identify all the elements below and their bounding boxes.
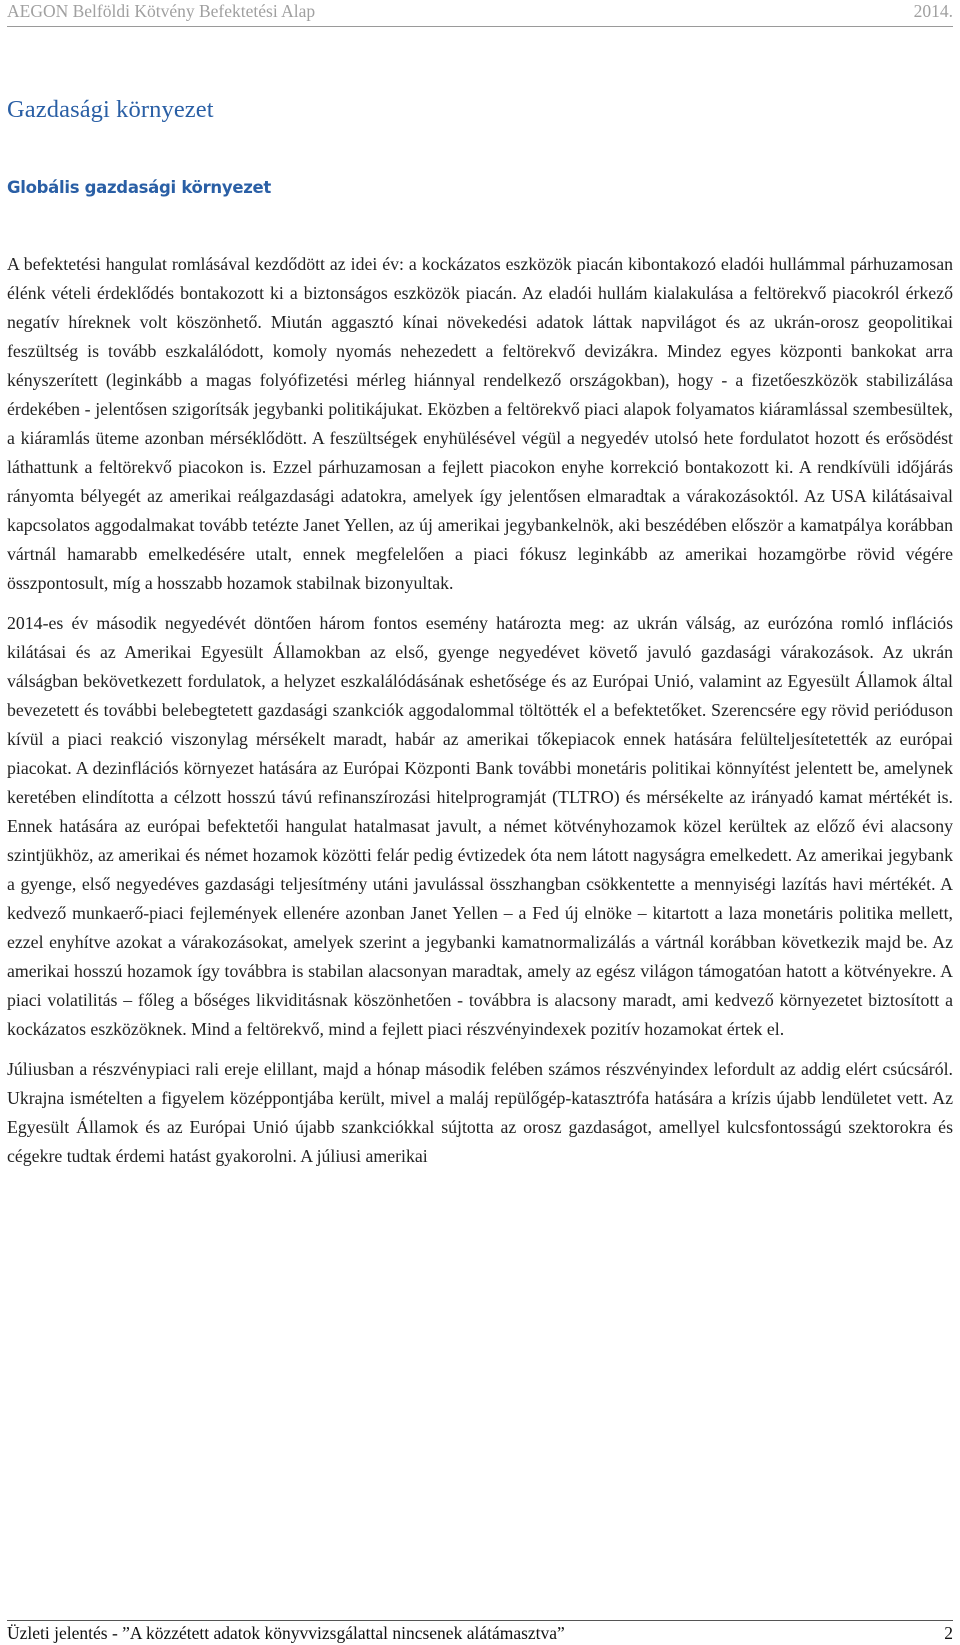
body-text xyxy=(7,250,953,1171)
page-number: 2 xyxy=(944,1623,953,1643)
footer-disclaimer: Üzleti jelentés - ”A közzétett adatok könyvvizsgálattal nincsenek alátámasztva” xyxy=(7,1623,565,1643)
paragraph-3: Júliusban a részvénypiaci rali ereje elillant, majd a hónap második felében számos részvényindex lefordult az addig elért csúcsáról. Ukrajna ismételten a figyelem középpontjába került, mivel a maláj repülőgép-katasztrófa hatására a krízis újabb lendületet vett. Az Egyesült Államok és az Európai Unió újabb szankciókkal sújtotta az orosz gazdaságot, amellyel kulcsfontosságú szektorokra és cégekre tudtak érdemi hatást gyakorolni. A júliusi amerikai xyxy=(7,1059,953,1166)
subsection-title: Globális gazdasági környezet xyxy=(7,178,271,197)
page-header xyxy=(7,0,953,27)
paragraph-2: 2014-es év második negyedévét döntően három fontos esemény határozta meg: az ukrán válság, az eurózóna romló inflációs kilátásai és az Amerikai Egyesült Államokban az első, gyenge negyedévet követő javuló gazdasági várakozások. Az ukrán válságban bekövetkezett fordulatok, a helyzet eszkalálódásának eshetősége és az Európai Unió, valamint az Egyesült Államok által bevezetett és további belebegtetett gazdasági szankciók aggodalommal töltötték el a befektetőket. Szerencsére egy rövid perióduson kívül a piaci reakció viszonylag mérsékelt maradt, habár az amerikai tőkepiacok ennek hatására felülteljesítetették az európai piacokat. A dezinflációs környezet hatására az Európai Központi Bank további monetáris politikai könnyítést jelentett be, amelynek keretében elindította a célzott hosszú távú refinanszírozási hitelprogramját (TLTRO) és mérsékelte az irányadó kamat mértékét is. Ennek hatására az európai befektetői hangulat hatalmasat javult, a német kötvényhozamok közel kerültek az előző évi alacsony szintjükhöz, az amerikai és német hozamok közötti felár pedig évtizedek óta nem látott nagyságra emelkedett. Az amerikai jegybank a gyenge, első negyedéves gazdasági teljesítmény utáni javulással összhangban csökkentette a mennyiségi lazítás havi mértékét. A kedvező munkaerő-piaci fejlemények ellenére azonban Janet Yellen – a Fed új elnöke – kitartott a laza monetáris politika mellett, ezzel enyhítve azokat a várakozásokat, amelyek szerint a jegybanki kamatnormalizálás a vártnál korábban következik majd be. Az amerikai hosszú hozamok így továbbra is stabilan alacsonyan maradtak, amely az egész világon támogatóan hatott a kötvényekre. A piaci volatilitás – főleg a bőséges likviditásnak köszönhetően - továbbra is alacsony maradt, ami kedvező környezetet biztosított a kockázatos eszközöknek. Mind a feltörekvő, mind a fejlett piaci részvényindexek pozitív hozamokat értek el. xyxy=(7,613,953,1039)
header-year: 2014. xyxy=(913,1,953,21)
page-footer xyxy=(7,1620,953,1644)
paragraph-1: A befektetési hangulat romlásával kezdődött az idei év: a kockázatos eszközök piacán kibontakozó eladói hullámmal párhuzamosan élénk vételi érdeklődés bontakozott ki a biztonságos eszközök piacán. Az eladói hullám kialakulása a feltörekvő piacokról érkező negatív híreknek volt köszönhető. Miután aggasztó kínai növekedési adatok láttak napvilágot és az ukrán-orosz geopolitikai feszültség is tovább eszkalálódott, komoly nyomás nehezedett a feltörekvő devizákra. Mindez egyes központi bankokat arra kényszerített (leginkább a magas folyófizetési mérleg hiánnyal rendelkező országokban), hogy - a fizetőeszközök stabilizálása érdekében - jelentősen szigorítsák jegybanki politikájukat. Eközben a feltörekvő piaci alapok folyamatos kiáramlással szembesültek, a kiáramlás üteme azonban mérséklődött. A feszültségek enyhülésével végül a negyedév utolsó hete fordulatot hozott és erősödést láthattunk a feltörekvő piacokon is. Ezzel párhuzamosan a fejlett piacokon enyhe korrekció bontakozott ki. A rendkívüli időjárás rányomta bélyegét az amerikai reálgazdasági adatokra, amelyek így jelentősen elmaradtak a várakozásoktól. Az USA kilátásaival kapcsolatos aggodalmakat tovább tetézte Janet Yellen, az új amerikai jegybankelnök, aki beszédében először a kamatpálya korábban vártnál hamarabb emelkedésére utalt, ennek megfelelően a piaci fókusz leginkább az amerikai hozamgörbe rövid végére összpontosult, míg a hosszabb hozamok stabilnak bizonyultak. xyxy=(7,254,953,593)
section-title: Gazdasági környezet xyxy=(7,96,214,123)
header-fund-name: AEGON Belföldi Kötvény Befektetési Alap xyxy=(7,1,316,21)
